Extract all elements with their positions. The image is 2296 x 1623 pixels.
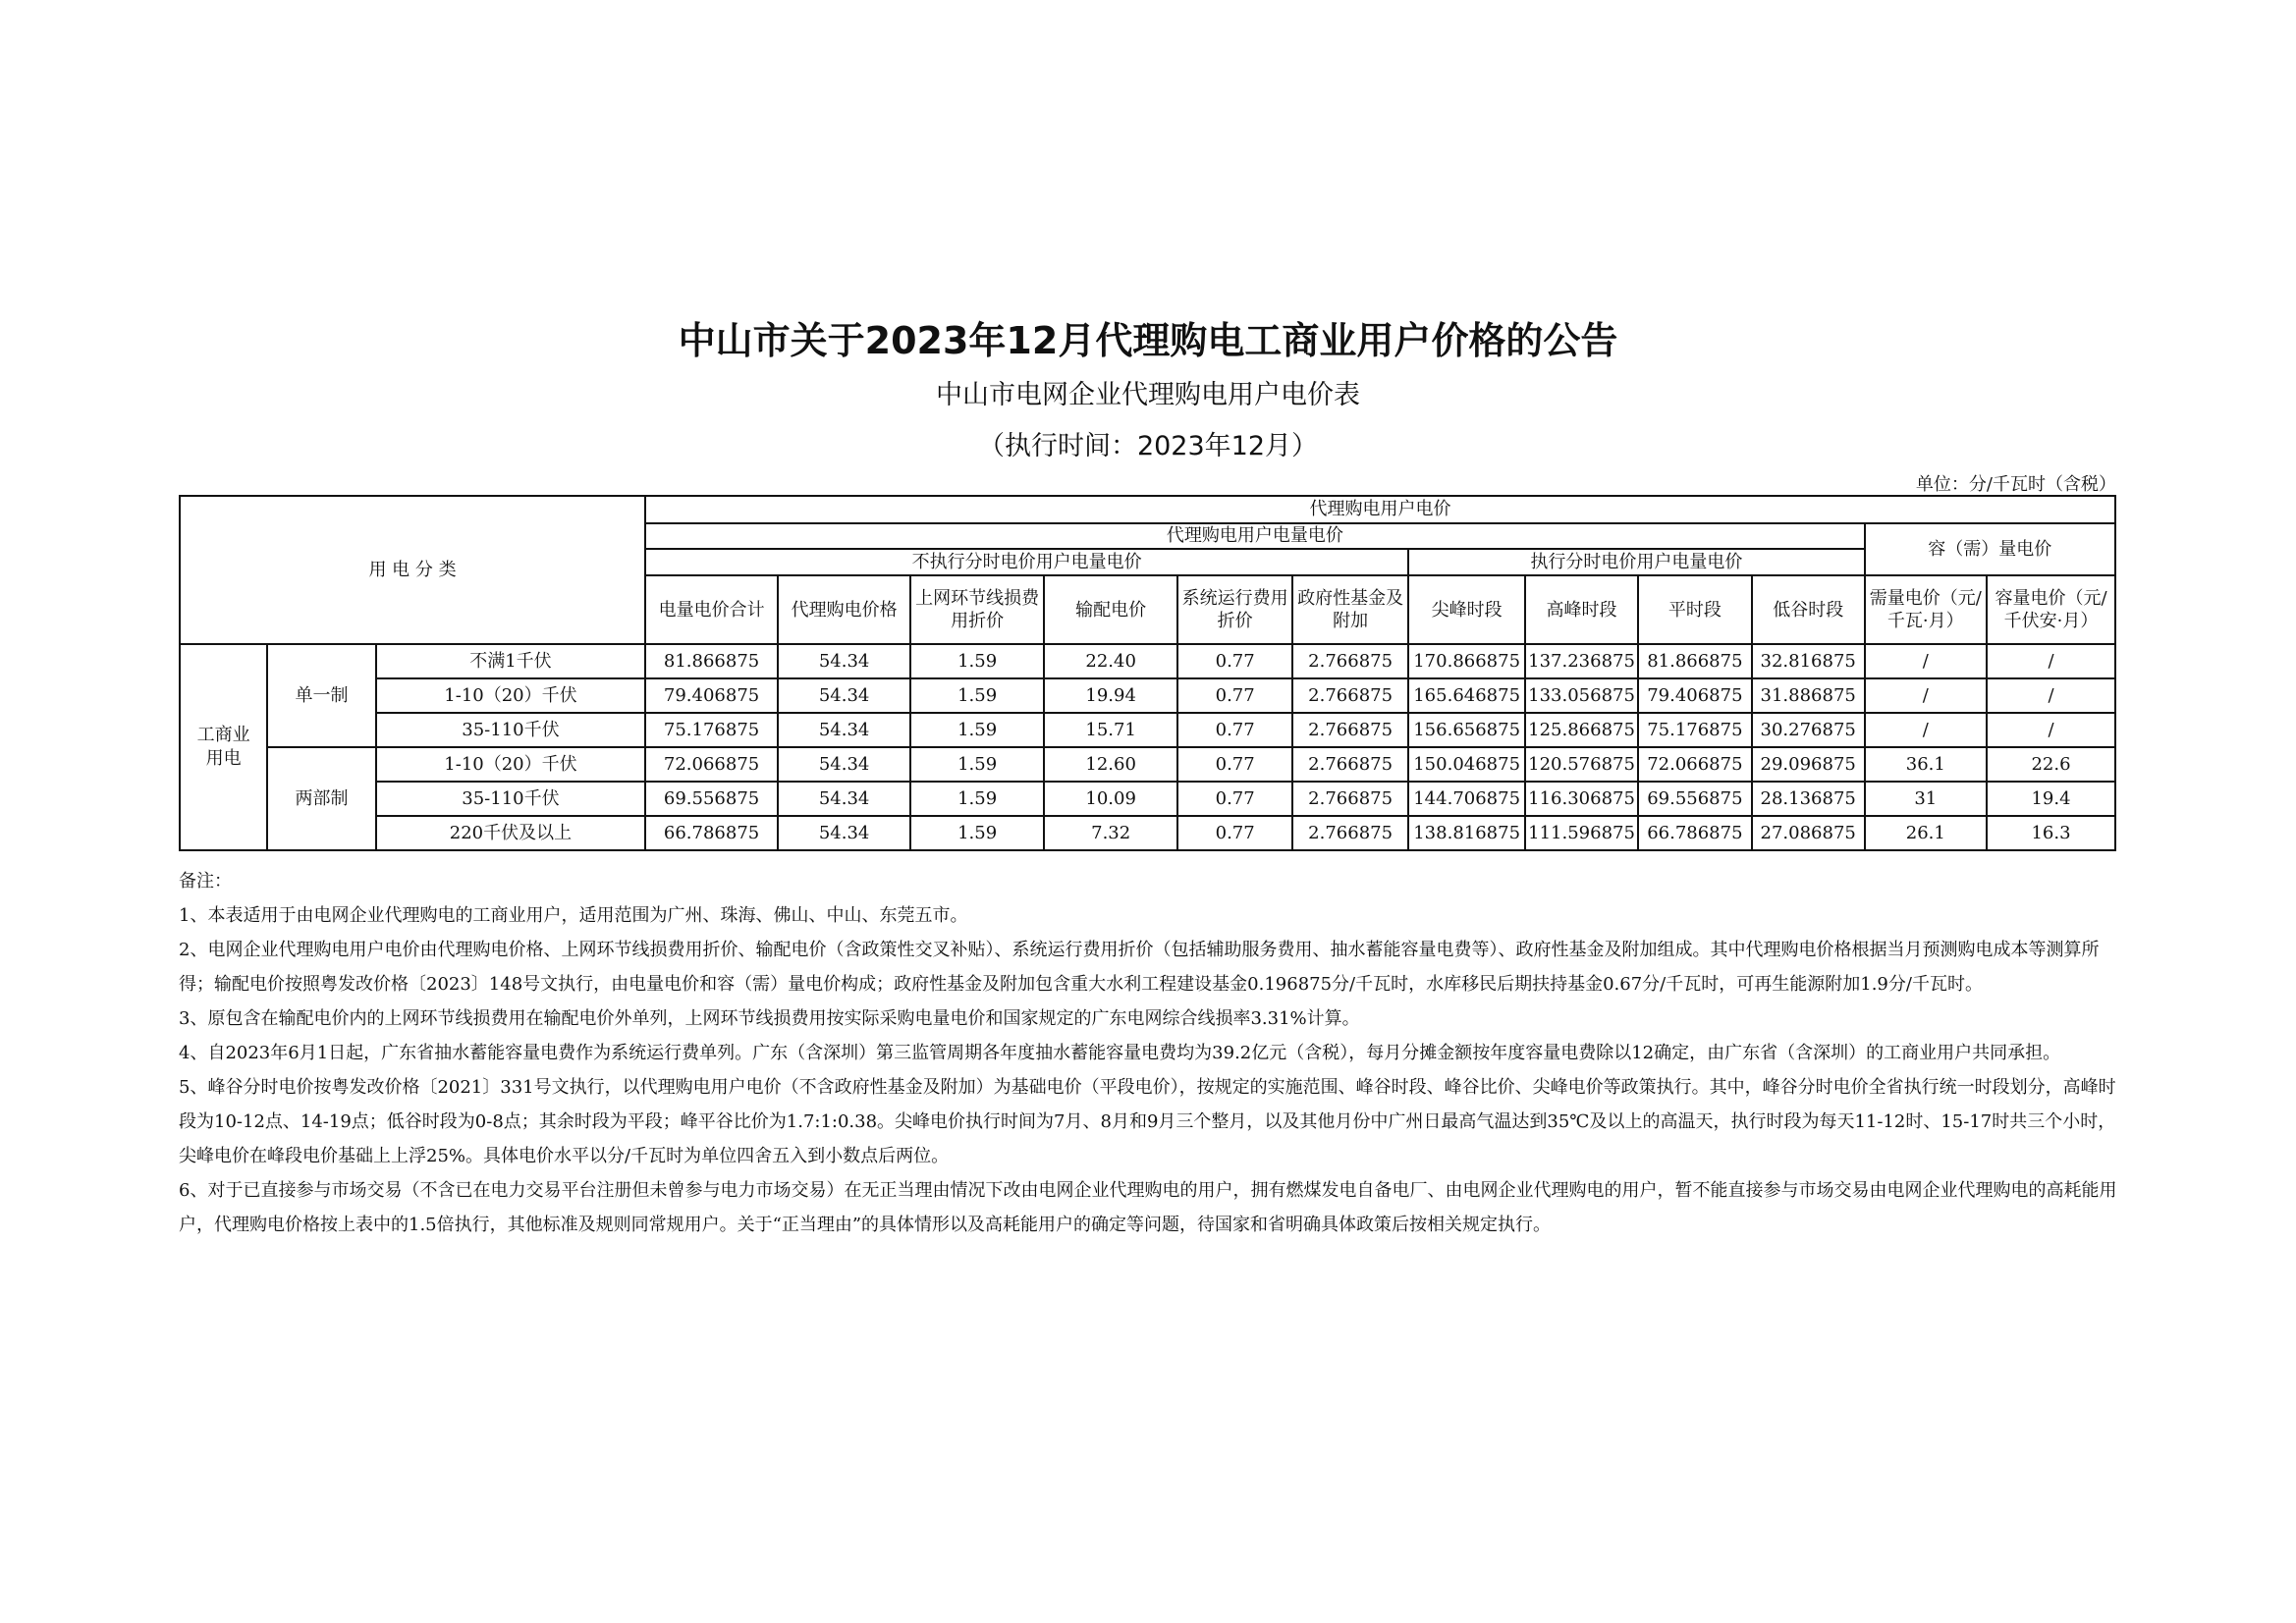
cell: 30.276875 bbox=[1752, 713, 1865, 747]
unit-label: 单位：分/千瓦时（含税） bbox=[1915, 474, 2116, 495]
cell: 0.77 bbox=[1177, 678, 1292, 713]
table-row bbox=[180, 678, 2115, 713]
notes-section bbox=[179, 864, 2123, 1242]
execution-time: （执行时间：2023年12月） bbox=[977, 431, 1319, 461]
cell: 54.34 bbox=[778, 713, 910, 747]
cell: 54.34 bbox=[778, 678, 910, 713]
cell: 54.34 bbox=[778, 782, 910, 816]
cell: 0.77 bbox=[1177, 713, 1292, 747]
cell: 1.59 bbox=[910, 644, 1044, 678]
cell: 2.766875 bbox=[1292, 747, 1408, 782]
cell: 138.816875 bbox=[1408, 816, 1525, 850]
col-header: 系统运行费用折价 bbox=[1177, 575, 1292, 644]
cell: / bbox=[1865, 678, 1987, 713]
col-header: 代理购电价格 bbox=[778, 575, 910, 644]
cell: 0.77 bbox=[1177, 747, 1292, 782]
cell: 1.59 bbox=[910, 747, 1044, 782]
cell: 0.77 bbox=[1177, 644, 1292, 678]
col-header: 政府性基金及附加 bbox=[1292, 575, 1408, 644]
cell: / bbox=[1987, 713, 2115, 747]
header-capacity-price: 容（需）量电价 bbox=[1865, 523, 2115, 575]
table-row bbox=[180, 713, 2115, 747]
header-top: 代理购电用户电价 bbox=[645, 496, 2115, 523]
col-header: 容量电价（元/千伏安·月） bbox=[1987, 575, 2115, 644]
cell: 66.786875 bbox=[645, 816, 778, 850]
cell: 1.59 bbox=[910, 678, 1044, 713]
cell: 125.866875 bbox=[1525, 713, 1638, 747]
cell: / bbox=[1865, 644, 1987, 678]
cell: 170.866875 bbox=[1408, 644, 1525, 678]
cell: 1.59 bbox=[910, 816, 1044, 850]
voltage-label: 1-10（20）千伏 bbox=[376, 678, 645, 713]
cell: 0.77 bbox=[1177, 816, 1292, 850]
cell: 1.59 bbox=[910, 782, 1044, 816]
cell: 1.59 bbox=[910, 713, 1044, 747]
cell: 2.766875 bbox=[1292, 678, 1408, 713]
cell: 137.236875 bbox=[1525, 644, 1638, 678]
table-row bbox=[180, 782, 2115, 816]
cell: 26.1 bbox=[1865, 816, 1987, 850]
cell: 54.34 bbox=[778, 747, 910, 782]
cell: 10.09 bbox=[1044, 782, 1177, 816]
cell: 69.556875 bbox=[645, 782, 778, 816]
cell: 12.60 bbox=[1044, 747, 1177, 782]
cell: 79.406875 bbox=[1638, 678, 1752, 713]
cell: 19.94 bbox=[1044, 678, 1177, 713]
cell: 2.766875 bbox=[1292, 782, 1408, 816]
cell: 144.706875 bbox=[1408, 782, 1525, 816]
subgroup-label: 单一制 bbox=[267, 644, 376, 747]
cell: 36.1 bbox=[1865, 747, 1987, 782]
cell: 75.176875 bbox=[1638, 713, 1752, 747]
cell: 28.136875 bbox=[1752, 782, 1865, 816]
subgroup-label: 两部制 bbox=[267, 747, 376, 850]
cell: / bbox=[1987, 644, 2115, 678]
header-tou: 执行分时电价用户电量电价 bbox=[1408, 549, 1865, 575]
voltage-label: 35-110千伏 bbox=[376, 713, 645, 747]
cell: 31 bbox=[1865, 782, 1987, 816]
table-row bbox=[180, 644, 2115, 678]
document-title: 中山市关于2023年12月代理购电工商业用户价格的公告 bbox=[678, 319, 1618, 362]
cell: 116.306875 bbox=[1525, 782, 1638, 816]
header-non-tou: 不执行分时电价用户电量电价 bbox=[645, 549, 1408, 575]
cell: 2.766875 bbox=[1292, 713, 1408, 747]
cell: 54.34 bbox=[778, 816, 910, 850]
cell: 81.866875 bbox=[645, 644, 778, 678]
col-header: 需量电价（元/千瓦·月） bbox=[1865, 575, 1987, 644]
cell: 27.086875 bbox=[1752, 816, 1865, 850]
cell: 111.596875 bbox=[1525, 816, 1638, 850]
cell: 72.066875 bbox=[1638, 747, 1752, 782]
voltage-label: 1-10（20）千伏 bbox=[376, 747, 645, 782]
cell: 66.786875 bbox=[1638, 816, 1752, 850]
cell: 120.576875 bbox=[1525, 747, 1638, 782]
col-header: 低谷时段 bbox=[1752, 575, 1865, 644]
price-table bbox=[179, 495, 2116, 851]
header-category: 用 电 分 类 bbox=[180, 496, 645, 644]
col-header: 上网环节线损费用折价 bbox=[910, 575, 1044, 644]
cell: 2.766875 bbox=[1292, 816, 1408, 850]
note-item: 4、自2023年6月1日起，广东省抽水蓄能容量电费作为系统运行费单列。广东（含深圳）第三监管周期各年度抽水蓄能容量电费均为39.2亿元（含税），每月分摊金额按年度容量电费除以12确定，由广东省（含深圳）的工商业用户共同承担。 bbox=[179, 1043, 2061, 1063]
voltage-label: 35-110千伏 bbox=[376, 782, 645, 816]
cell: 22.6 bbox=[1987, 747, 2115, 782]
table-row bbox=[180, 816, 2115, 850]
cell: 54.34 bbox=[778, 644, 910, 678]
cell: 72.066875 bbox=[645, 747, 778, 782]
voltage-label: 220千伏及以上 bbox=[376, 816, 645, 850]
cell: 15.71 bbox=[1044, 713, 1177, 747]
cell: 22.40 bbox=[1044, 644, 1177, 678]
cell: 75.176875 bbox=[645, 713, 778, 747]
col-header: 尖峰时段 bbox=[1408, 575, 1525, 644]
note-item: 6、对于已直接参与市场交易（不含已在电力交易平台注册但未曾参与电力市场交易）在无正当理由情况下改由电网企业代理购电的用户，拥有燃煤发电自备电厂、由电网企业代理购电的用户，暂不能直接参与市场交易由电网企业代理购电的高耗能用户，代理购电价格按上表中的1.5倍执行，其他标准及规则同常规用户。关于“正当理由”的具体情形以及高耗能用户的确定等问题，待国家和省明确具体政策后按相关规定执行。 bbox=[179, 1180, 2117, 1235]
col-header: 输配电价 bbox=[1044, 575, 1177, 644]
cell: 69.556875 bbox=[1638, 782, 1752, 816]
cell: 156.656875 bbox=[1408, 713, 1525, 747]
cell: 16.3 bbox=[1987, 816, 2115, 850]
note-item: 1、本表适用于由电网企业代理购电的工商业用户，适用范围为广州、珠海、佛山、中山、东莞五市。 bbox=[179, 905, 968, 926]
group-label: 工商业用电 bbox=[180, 644, 267, 850]
table-subtitle: 中山市电网企业代理购电用户电价表 bbox=[936, 380, 1360, 410]
cell: 29.096875 bbox=[1752, 747, 1865, 782]
cell: 150.046875 bbox=[1408, 747, 1525, 782]
col-header: 平时段 bbox=[1638, 575, 1752, 644]
cell: 7.32 bbox=[1044, 816, 1177, 850]
cell: 133.056875 bbox=[1525, 678, 1638, 713]
cell: 0.77 bbox=[1177, 782, 1292, 816]
cell: 81.866875 bbox=[1638, 644, 1752, 678]
cell: / bbox=[1987, 678, 2115, 713]
table-row bbox=[180, 747, 2115, 782]
cell: / bbox=[1865, 713, 1987, 747]
voltage-label: 不满1千伏 bbox=[376, 644, 645, 678]
cell: 31.886875 bbox=[1752, 678, 1865, 713]
cell: 165.646875 bbox=[1408, 678, 1525, 713]
notes-heading: 备注： bbox=[179, 871, 232, 892]
header-energy-price: 代理购电用户电量电价 bbox=[645, 523, 1865, 549]
col-header: 高峰时段 bbox=[1525, 575, 1638, 644]
note-item: 2、电网企业代理购电用户电价由代理购电价格、上网环节线损费用折价、输配电价（含政策性交叉补贴）、系统运行费用折价（包括辅助服务费用、抽水蓄能容量电费等）、政府性基金及附加组成。其中代理购电价格根据当月预测购电成本等测算所得；输配电价按照粤发改价格〔2023〕148号文执行，由电量电价和容（需）量电价构成；政府性基金及附加包含重大水利工程建设基金0.196875分/千瓦时，水库移民后期扶持基金0.67分/千瓦时，可再生能源附加1.9分/千瓦时。 bbox=[179, 940, 2100, 995]
col-header: 电量电价合计 bbox=[645, 575, 778, 644]
note-item: 3、原包含在输配电价内的上网环节线损费用在输配电价外单列，上网环节线损费用按实际采购电量电价和国家规定的广东电网综合线损率3.31%计算。 bbox=[179, 1008, 1360, 1029]
note-item: 5、峰谷分时电价按粤发改价格〔2021〕331号文执行，以代理购电用户电价（不含政府性基金及附加）为基础电价（平段电价），按规定的实施范围、峰谷时段、峰谷比价、尖峰电价等政策执行。其中，峰谷分时电价全省执行统一时段划分，高峰时段为10-12点、14-19点；低谷时段为0-8点；其余时段为平段；峰平谷比价为1.7:1:0.38。尖峰电价执行时间为7月、8月和9月三个整月，以及其他月份中广州日最高气温达到35℃及以上的高温天，执行时段为每天11-12时、15-17时共三个小时，尖峰电价在峰段电价基础上上浮25%。具体电价水平以分/千瓦时为单位四舍五入到小数点后两位。 bbox=[179, 1077, 2116, 1166]
cell: 2.766875 bbox=[1292, 644, 1408, 678]
cell: 79.406875 bbox=[645, 678, 778, 713]
cell: 19.4 bbox=[1987, 782, 2115, 816]
cell: 32.816875 bbox=[1752, 644, 1865, 678]
